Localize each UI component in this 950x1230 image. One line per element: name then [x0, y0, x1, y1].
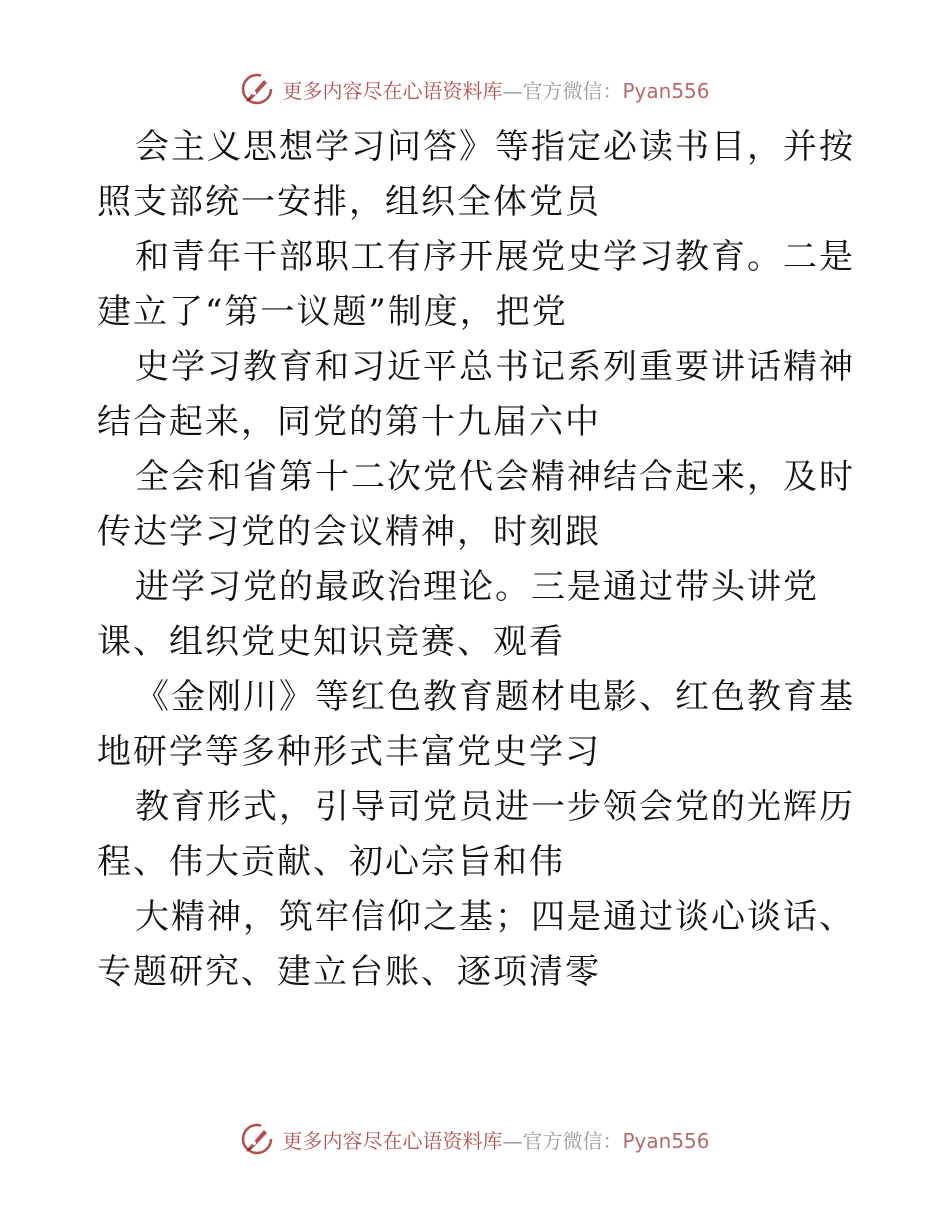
watermark-separator: — — [502, 78, 523, 103]
watermark-separator: — — [502, 1128, 523, 1153]
paragraph: 全会和省第十二次党代会精神结合起来，及时传达学习党的会议精神，时刻跟 — [97, 457, 855, 552]
document-body — [97, 120, 857, 1000]
quill-pen-logo-icon — [240, 72, 274, 106]
watermark-wechat-id: Pyan556 — [622, 1128, 710, 1153]
paragraph: 教育形式，引导司党员进一步领会党的光辉历程、伟大贡献、初心宗旨和伟 — [97, 787, 855, 882]
paragraph: 史学习教育和习近平总书记系列重要讲话精神结合起来，同党的第十九届六中 — [97, 347, 855, 442]
page-footer-watermark — [0, 1122, 950, 1156]
watermark-wechat-id: Pyan556 — [622, 78, 710, 103]
paragraph: 会主义思想学习问答》等指定必读书目，并按照支部统一安排，组织全体党员 — [97, 127, 855, 222]
paragraph: 进学习党的最政治理论。三是通过带头讲党课、组织党史知识竞赛、观看 — [97, 567, 819, 662]
paragraph: 《金刚川》等红色教育题材电影、红色教育基地研学等多种形式丰富党史学习 — [97, 677, 855, 772]
paragraph: 大精神，筑牢信仰之基；四是通过谈心谈话、专题研究、建立台账、逐项清零 — [97, 897, 855, 992]
watermark-wechat-label: 官方微信： — [522, 78, 623, 103]
watermark-wechat-label: 官方微信： — [522, 1128, 623, 1153]
watermark-brand: 更多内容尽在心语资料库 — [282, 1128, 503, 1153]
watermark-brand: 更多内容尽在心语资料库 — [282, 78, 503, 103]
paragraph: 和青年干部职工有序开展党史学习教育。二是建立了“第一议题”制度，把党 — [97, 237, 855, 332]
watermark-text — [282, 1125, 709, 1154]
page-header-watermark — [0, 72, 950, 106]
watermark-text — [282, 75, 709, 104]
quill-pen-logo-icon — [240, 1122, 274, 1156]
